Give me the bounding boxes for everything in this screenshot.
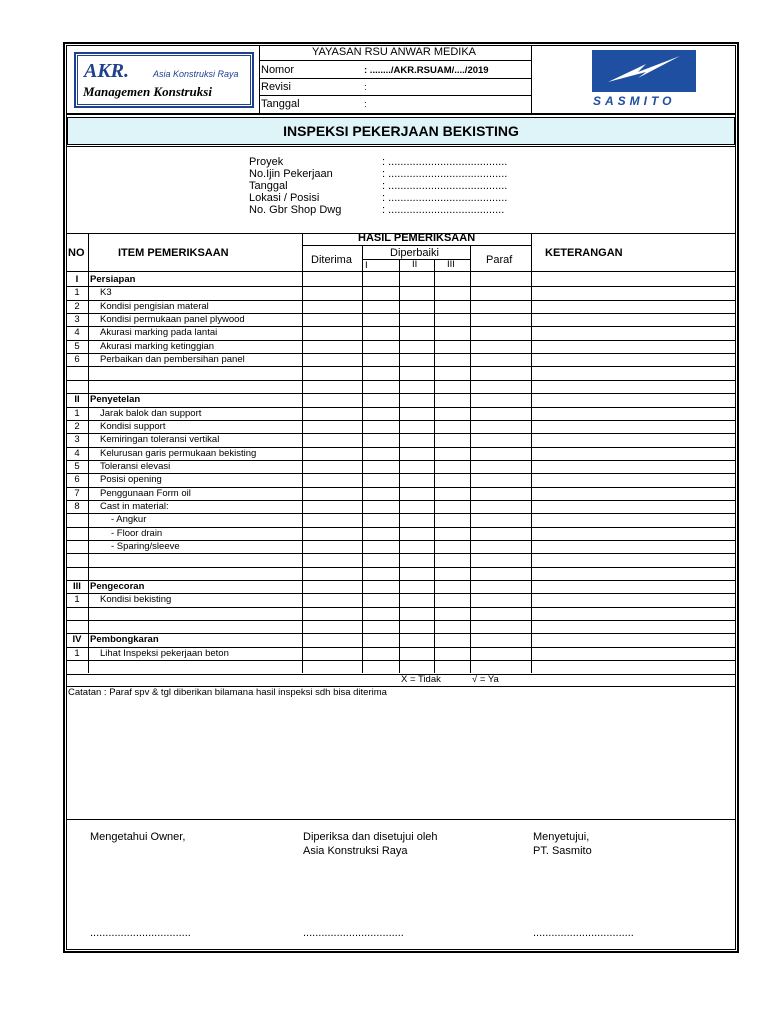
ijin-value: : ....................................... <box>382 168 508 180</box>
row-item: Akurasi marking ketinggian <box>100 340 215 352</box>
row-no: 7 <box>74 487 80 499</box>
table-row-rule <box>66 633 736 634</box>
sign-owner-title: Mengetahui Owner, <box>90 831 186 843</box>
row-no: III <box>73 581 81 593</box>
legend-tidak: X = Tidak <box>401 674 441 685</box>
lokasi-value: : ....................................... <box>382 192 508 204</box>
title-rule <box>66 146 736 147</box>
row-no: 2 <box>74 420 80 432</box>
akr-logo-tagline: Asia Konstruksi Raya <box>153 69 239 79</box>
catatan-text: Catatan : Paraf spv & tgl diberikan bilamana hasil inspeksi sdh bisa diterima <box>68 687 387 698</box>
col-sub-ii: II <box>412 259 418 270</box>
sign-sasmito-title: Menyetujui, <box>533 831 590 843</box>
header-divider <box>259 45 260 114</box>
table-row-rule <box>66 660 736 661</box>
row-no: 1 <box>74 647 80 659</box>
table-row-rule <box>66 527 736 528</box>
table-row-rule <box>66 366 736 367</box>
col-divider <box>399 259 400 673</box>
table-row-rule <box>66 473 736 474</box>
table-row-rule <box>66 393 736 394</box>
sign-sasmito-org: PT. Sasmito <box>533 845 592 857</box>
row-no: 3 <box>74 314 80 326</box>
row-item: Jarak balok dan support <box>100 407 202 419</box>
tanggal-label: Tanggal <box>261 98 300 110</box>
ijin-label: No.Ijin Pekerjaan <box>249 168 333 180</box>
table-row-rule <box>66 286 736 287</box>
row-item: Kondisi support <box>100 420 166 432</box>
col-keterangan-header: KETERANGAN <box>545 247 623 259</box>
proyek-value: : ....................................... <box>382 156 508 168</box>
lokasi-label: Lokasi / Posisi <box>249 192 320 204</box>
row-no: I <box>75 274 79 285</box>
shopdwg-value: : ...................................... <box>382 204 505 216</box>
header-rule <box>259 78 531 79</box>
row-no: 6 <box>74 354 80 366</box>
row-item: Toleransi elevasi <box>100 460 171 472</box>
row-no: 5 <box>74 340 80 352</box>
row-item: Kelurusan garis permukaan bekisting <box>100 447 257 459</box>
section-title: Pembongkaran <box>90 634 159 646</box>
legend-ya: √ = Ya <box>472 674 499 685</box>
col-paraf-header: Paraf <box>486 254 513 266</box>
table-row-rule <box>66 620 736 621</box>
col-no-header: NO <box>68 247 85 259</box>
row-no: II <box>74 394 80 406</box>
row-no: 1 <box>74 407 80 419</box>
header-bottom-rule <box>66 113 736 115</box>
col-hasil-header: HASIL PEMERIKSAAN <box>358 232 476 244</box>
row-no: IV <box>72 634 82 646</box>
col-diterima-header: Diterima <box>311 254 352 266</box>
row-item: Kondisi permukaan panel plywood <box>100 314 245 326</box>
row-item: - Floor drain <box>111 527 163 539</box>
row-item: Kemiringan toleransi vertikal <box>100 434 220 446</box>
row-no: 6 <box>74 474 80 486</box>
sasmito-logo-brand: SASMITO <box>593 94 676 108</box>
row-no: 4 <box>74 327 80 339</box>
table-row-rule <box>66 420 736 421</box>
revisi-label: Revisi <box>261 81 291 93</box>
col-divider <box>434 259 435 673</box>
section-title: Penyetelan <box>90 394 141 406</box>
catatan-rule <box>66 819 736 820</box>
header-rule <box>259 95 531 96</box>
row-no: 8 <box>74 500 80 512</box>
akr-logo-brand: AKR. <box>84 60 130 82</box>
row-item: Penggunaan Form oil <box>100 487 191 499</box>
shopdwg-label: No. Gbr Shop Dwg <box>249 204 342 216</box>
section-title: Persiapan <box>90 274 136 285</box>
col-item-header: ITEM PEMERIKSAAN <box>118 247 229 259</box>
row-no: 1 <box>74 287 80 299</box>
sign-akr-title: Diperiksa dan disetujui oleh <box>303 831 438 843</box>
row-no: 2 <box>74 300 80 312</box>
tanggal-field-value: : ....................................... <box>382 180 508 192</box>
row-item: Kondisi bekisting <box>100 594 172 606</box>
table-header-bottom-rule <box>66 271 736 272</box>
row-item: Perbaikan dan pembersihan panel <box>100 354 245 366</box>
row-no: 1 <box>74 594 80 606</box>
akr-logo-sub: Managemen Konstruksi <box>83 84 212 99</box>
col-sub-iii: III <box>447 259 455 270</box>
hasil-rule <box>302 245 531 246</box>
org-name: YAYASAN RSU ANWAR MEDIKA <box>312 46 477 58</box>
nomor-value: : ......../AKR.RSUAM/..../2019 <box>364 65 489 76</box>
row-item: - Angkur <box>111 514 147 526</box>
sign-owner-line: ................................. <box>90 927 191 939</box>
sign-akr-org: Asia Konstruksi Raya <box>303 845 408 857</box>
sign-akr-line: ................................. <box>303 927 404 939</box>
row-item: K3 <box>100 287 112 299</box>
table-row-rule <box>66 513 736 514</box>
sign-sasmito-line: ................................. <box>533 927 634 939</box>
revisi-value: : <box>364 82 367 93</box>
row-no: 3 <box>74 434 80 446</box>
header-divider <box>531 45 532 114</box>
table-row-rule <box>66 607 736 608</box>
table-row-rule <box>66 567 736 568</box>
nomor-label: Nomor <box>261 64 295 76</box>
col-diperbaiki-header: Diperbaiki <box>390 247 439 259</box>
table-row-rule <box>66 380 736 381</box>
section-title: Pengecoran <box>90 581 145 593</box>
tanggal-value: : <box>364 99 367 110</box>
row-item: Akurasi marking pada lantai <box>100 327 218 339</box>
proyek-label: Proyek <box>249 156 284 168</box>
row-item: Posisi opening <box>100 474 162 486</box>
row-item: - Sparing/sleeve <box>111 541 180 552</box>
row-no: 4 <box>74 447 80 459</box>
header-rule <box>259 60 531 61</box>
tanggal-field-label: Tanggal <box>249 180 288 192</box>
table-row-rule <box>66 580 736 581</box>
row-item: Cast in material: <box>100 500 169 512</box>
row-no: 5 <box>74 460 80 472</box>
row-item: Kondisi pengisian materal <box>100 300 209 312</box>
row-item: Lihat Inspeksi pekerjaan beton <box>100 647 229 659</box>
table-row-rule <box>66 553 736 554</box>
page-title: INSPEKSI PEKERJAAN BEKISTING <box>283 123 519 139</box>
col-sub-i: I <box>365 260 368 271</box>
